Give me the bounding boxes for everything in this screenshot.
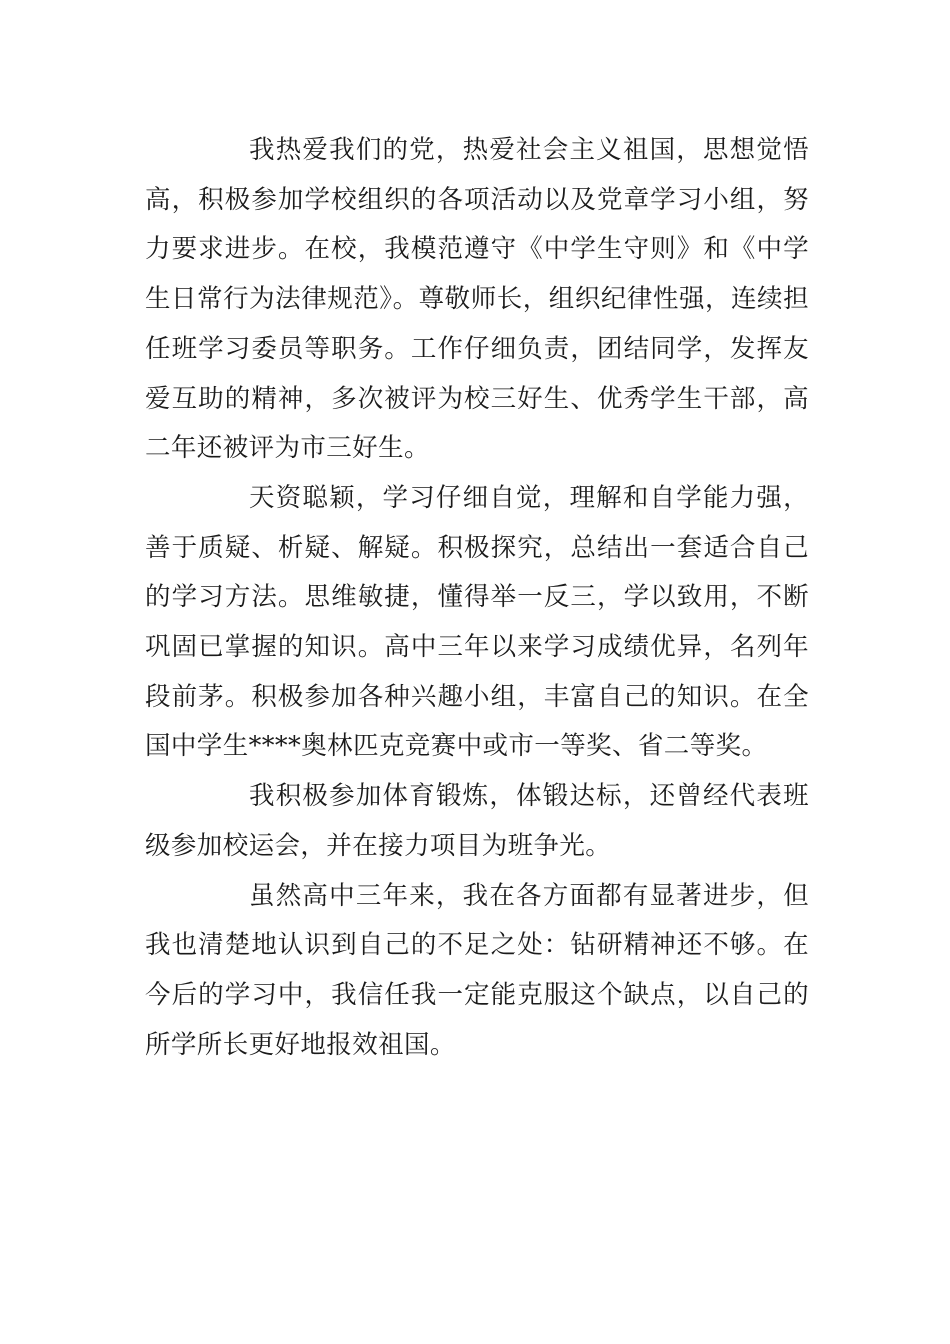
paragraph-sports: 我积极参加体育锻炼，体锻达标，还曾经代表班级参加校运会，并在接力项目为班争光。 bbox=[145, 781, 809, 861]
paragraph-self-assessment: 虽然高中三年来，我在各方面都有显著进步，但我也清楚地认识到自己的不足之处：钻研精神还不够。在今后的学习中，我信任我一定能克服这个缺点，以自己的所学所长更好地报效祖国。 bbox=[145, 880, 809, 1060]
paragraph-study: 天资聪颖，学习仔细自觉，理解和自学能力强，善于质疑、析疑、解疑。积极探究，总结出一套适合自己的学习方法。思维敏捷，懂得举一反三，学以致用，不断巩固已掌握的知识。高中三年以来学习成绩优异，名列年段前茅。积极参加各种兴趣小组，丰富自己的知识。在全国中学生****奥林匹克竞赛中或市一等奖、省二等奖。 bbox=[145, 482, 809, 762]
document-body bbox=[145, 126, 809, 1070]
paragraph-political: 我热爱我们的党，热爱社会主义祖国，思想觉悟高，积极参加学校组织的各项活动以及党章学习小组，努力要求进步。在校，我模范遵守《中学生守则》和《中学生日常行为法律规范》。尊敬师长，组织纪律性强，连续担任班学习委员等职务。工作仔细负责，团结同学，发挥友爱互助的精神，多次被评为校三好生、优秀学生干部，高二年还被评为市三好生。 bbox=[145, 135, 809, 464]
